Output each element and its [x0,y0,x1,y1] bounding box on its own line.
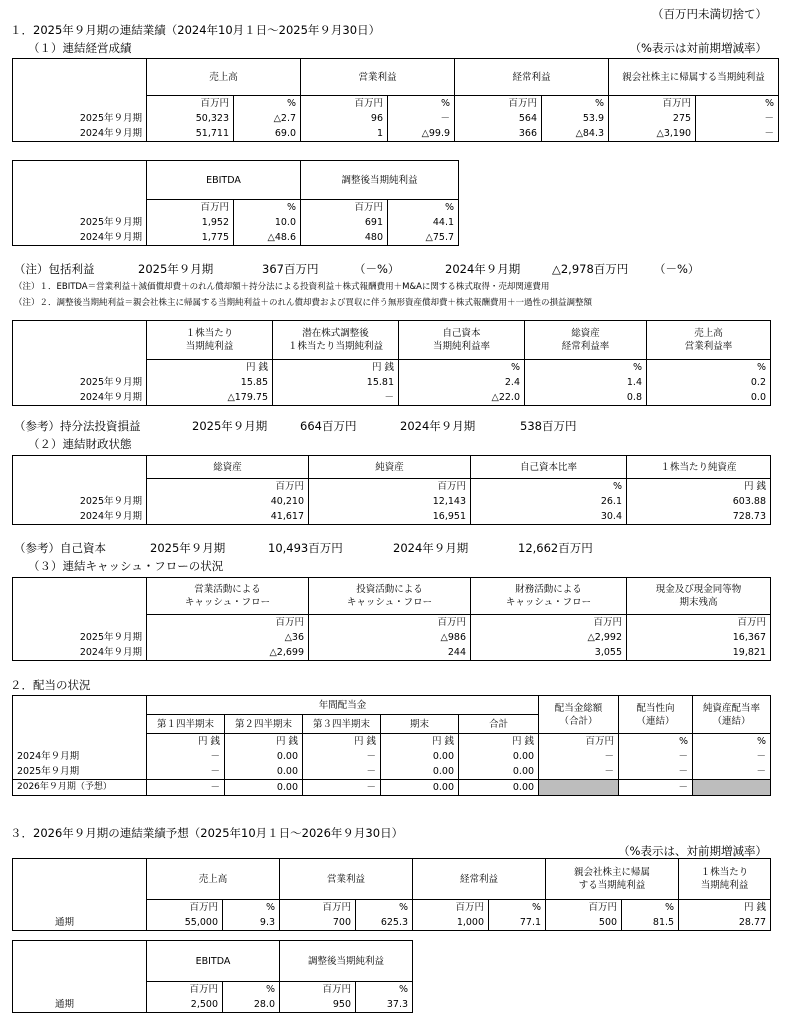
header-blank [13,161,147,216]
table-row [13,749,771,764]
unit-cell: % [696,96,779,112]
data-cell: 366 [455,126,542,142]
data-cell: － [147,749,225,764]
unit-cell: 百万円 [147,200,234,216]
data-cell: 53.9 [542,111,609,126]
data-cell: 96 [301,111,388,126]
footnote: （注）２．調整後当期純利益＝親会社株主に帰属する当期純利益＋のれん償却費および買収に伴う無形資産償却費＋株式報酬費用＋一過性の損益調整額 [14,298,593,308]
row-label: 2024年９月期 [13,509,147,525]
data-cell: 244 [309,645,471,661]
data-cell: － [619,780,693,796]
unit-cell: 百万円 [627,615,771,631]
header-line: （合計） [559,715,598,727]
header-adjusted-net-income: 調整後当期純利益 [301,161,459,200]
table-row [13,645,771,661]
unit-cell: 百万円 [147,479,309,495]
data-cell: 500 [546,915,622,931]
header-blank [13,859,147,916]
header-financing-cf [471,578,627,615]
footnote: （注）１．EBITDA＝営業利益＋減価償却費＋のれん償却額＋持分法による投資利益＋株式報酬費用＋M&Aに関する株式取得・売却関連費用 [14,282,550,292]
unit-cell: % [388,96,455,112]
header-ordinary-profit: 経常利益 [413,859,546,900]
header-line: 投資活動による [356,584,423,595]
header-line: キャッシュ・フロー [184,597,271,608]
header-line: 経常利益率 [561,341,610,352]
data-cell: 950 [280,997,356,1013]
data-cell: △986 [309,630,471,645]
header-annual-dividend: 年間配当金 [147,696,539,715]
header-blank [13,696,147,750]
header-q1: 第１四半期末 [147,715,225,734]
row-label: 2025年９月期 [13,764,147,780]
header-line: 配当金総額 [554,702,603,714]
header-line: 純資産配当率 [703,702,761,714]
data-cell: 69.0 [234,126,301,142]
data-cell: 1,000 [413,915,489,931]
header-line: キャッシュ・フロー [505,597,592,608]
data-cell: 16,951 [309,509,471,525]
data-cell: 19,821 [627,645,771,661]
equity-method-label: （参考）持分法投資損益 [14,419,141,433]
unit-cell: 円 銭 [381,734,459,750]
data-cell: 700 [280,915,356,931]
header-q2: 第２四半期末 [225,715,303,734]
unit-cell: 百万円 [471,615,627,631]
equity-method-value1: 664百万円 [300,419,357,433]
header-year-end: 期末 [381,715,459,734]
data-cell: 2.4 [399,375,525,390]
unit-cell: 百万円 [309,615,471,631]
header-total-dividend [539,696,619,734]
header-total-assets: 総資産 [147,456,309,479]
comprehensive-income-period2: 2024年９月期 [445,262,521,276]
table-row [13,230,459,246]
unit-cell: 円 銭 [459,734,539,750]
header-line: 親会社株主に帰属 [574,867,651,878]
data-cell: 30.4 [471,509,627,525]
data-cell: △179.75 [147,390,273,406]
header-blank [13,578,147,631]
data-cell: 28.0 [223,997,280,1013]
row-label: 2024年９月期 [13,390,147,406]
unit-cell: 円 銭 [273,360,399,376]
table-row [13,111,779,126]
comprehensive-income-period1: 2025年９月期 [138,262,214,276]
forecast-pct-note: （%表示は、対前期増減率） [618,844,767,858]
equity-period2: 2024年９月期 [393,541,469,555]
header-line: 売上高 [694,328,723,339]
data-cell: 15.85 [147,375,273,390]
comprehensive-income-label: （注）包括利益 [14,262,95,276]
header-line: 営業利益率 [684,341,733,352]
data-cell: 26.1 [471,494,627,509]
unit-cell: 円 銭 [679,900,771,916]
data-cell: △36 [147,630,309,645]
data-cell: － [696,111,779,126]
header-ordinary-profit: 経常利益 [455,59,609,96]
data-cell: 28.77 [679,915,771,931]
row-label: 通期 [13,997,147,1013]
data-cell: 0.00 [225,749,303,764]
table-row [13,630,771,645]
unit-cell: % [525,360,647,376]
data-cell: △22.0 [399,390,525,406]
row-label: 2025年９月期 [13,494,147,509]
unit-cell: % [223,900,280,916]
data-cell: 0.00 [225,780,303,796]
unit-cell: 百万円 [147,982,223,998]
data-cell: － [619,764,693,780]
header-ebitda: EBITDA [147,161,301,200]
data-cell: 625.3 [356,915,413,931]
data-cell: 0.00 [459,780,539,796]
per-share-metrics-table [12,320,771,406]
data-cell: － [539,749,619,764]
operating-results-table [12,58,779,142]
header-line: 総資産 [571,328,600,339]
unit-cell: % [622,900,679,916]
header-q3: 第３四半期末 [303,715,381,734]
header-adjusted-net-income: 調整後当期純利益 [280,941,413,982]
data-cell: △2,992 [471,630,627,645]
data-cell: 728.73 [627,509,771,525]
unit-cell: % [619,734,693,750]
table-row [13,764,771,780]
data-cell: － [693,749,771,764]
data-cell: 0.00 [459,749,539,764]
header-line: （連結） [636,715,675,727]
header-investing-cf [309,578,471,615]
data-cell: 3,055 [471,645,627,661]
section1-subtitle: （１）連結経営成績 [28,41,132,55]
unit-cell: 百万円 [147,615,309,631]
data-cell: 2,500 [147,997,223,1013]
header-operating-profit: 営業利益 [280,859,413,900]
data-cell: 50,323 [147,111,234,126]
table-row [13,780,771,796]
data-cell: △3,190 [609,126,696,142]
table-row [13,375,771,390]
unit-cell: % [356,982,413,998]
unit-cell: 百万円 [546,900,622,916]
equity-value2: 12,662百万円 [518,541,593,555]
dividends-title: ２．配当の状況 [10,678,91,692]
data-cell: 0.2 [647,375,771,390]
table-row [13,215,459,230]
data-cell: 0.00 [459,764,539,780]
header-line: キャッシュ・フロー [346,597,433,608]
header-ebitda: EBITDA [147,941,280,982]
header-line: 現金及び現金同等物 [655,584,742,595]
data-cell: 1 [301,126,388,142]
header-op-margin [647,321,771,360]
unit-cell: % [489,900,546,916]
unit-cell: 百万円 [280,982,356,998]
section2-subtitle: （２）連結財政状態 [28,437,132,451]
header-line: 配当性向 [636,702,675,714]
financial-position-table [12,455,771,525]
data-cell: － [147,780,225,796]
section3-subtitle: （３）連結キャッシュ・フローの状況 [28,559,224,573]
data-cell: 0.00 [381,780,459,796]
data-cell: － [693,764,771,780]
header-sales: 売上高 [147,59,301,96]
data-cell: － [303,749,381,764]
table-row [13,494,771,509]
header-diluted-eps [273,321,399,360]
dividends-table [12,695,771,796]
unit-cell: % [388,200,459,216]
data-cell: － [147,764,225,780]
unit-cell: 百万円 [147,96,234,112]
header-blank [13,456,147,495]
unit-cell: % [647,360,771,376]
data-cell: △99.9 [388,126,455,142]
data-cell: 10.0 [234,215,301,230]
unit-cell: 百万円 [455,96,542,112]
header-eps [679,859,771,900]
equity-method-value2: 538百万円 [520,419,577,433]
comprehensive-income-pct2: （－%） [654,262,700,276]
table-row [13,997,413,1013]
header-line: 潜在株式調整後 [302,328,369,339]
header-blank [13,941,147,998]
forecast-table [12,858,771,931]
data-cell: 0.00 [381,749,459,764]
data-cell: 0.8 [525,390,647,406]
table-row [13,509,771,525]
header-eps [147,321,273,360]
unit-cell: % [693,734,771,750]
comprehensive-income-pct1: （－%） [354,262,400,276]
data-cell: 12,143 [309,494,471,509]
header-operating-cf [147,578,309,615]
header-operating-profit: 営業利益 [301,59,455,96]
data-cell: 1,952 [147,215,234,230]
data-cell: 564 [455,111,542,126]
row-label: 2026年９月期（予想） [13,780,147,796]
header-net-income: 親会社株主に帰属する当期純利益 [609,59,779,96]
unit-cell: 百万円 [301,200,388,216]
pct-note: （%表示は対前期増減率） [629,41,767,55]
unit-cell: 百万円 [413,900,489,916]
unit-cell: % [234,96,301,112]
data-cell: 16,367 [627,630,771,645]
header-equity-ratio: 自己資本比率 [471,456,627,479]
header-blank [13,59,147,112]
data-cell: 51,711 [147,126,234,142]
comprehensive-income-value2: △2,978百万円 [552,262,629,276]
header-net-assets: 純資産 [309,456,471,479]
row-label: 2025年９月期 [13,111,147,126]
header-line: 当期純利益 [185,341,234,352]
header-line: 自己資本 [442,328,481,339]
equity-label: （参考）自己資本 [14,541,106,555]
unit-cell: 円 銭 [225,734,303,750]
data-cell: △2,699 [147,645,309,661]
data-cell: △75.7 [388,230,459,246]
table-row [13,915,771,931]
data-cell: △2.7 [234,111,301,126]
header-line: 期末残高 [679,597,718,608]
header-bps: １株当たり純資産 [627,456,771,479]
shaded-cell [693,780,771,796]
row-label: 2024年９月期 [13,645,147,661]
data-cell: 15.81 [273,375,399,390]
header-sales: 売上高 [147,859,280,900]
row-label: 2024年９月期 [13,230,147,246]
header-line: 営業活動による [194,584,261,595]
header-line: する当期純利益 [578,880,646,891]
header-payout-ratio [619,696,693,734]
cash-flow-table [12,577,771,661]
unit-cell: % [356,900,413,916]
unit-cell: 百万円 [301,96,388,112]
equity-method-period2: 2024年９月期 [400,419,476,433]
header-net-income [546,859,679,900]
header-line: １株当たり [185,328,234,339]
data-cell: 81.5 [622,915,679,931]
ebitda-table [12,160,459,246]
row-label: 2024年９月期 [13,126,147,142]
row-label: 2025年９月期 [13,630,147,645]
unit-cell: 百万円 [609,96,696,112]
unit-cell: 百万円 [147,900,223,916]
forecast-ebitda-table [12,940,413,1013]
unit-cell: % [471,479,627,495]
comprehensive-income-value1: 367百万円 [262,262,319,276]
unit-cell: 円 銭 [147,734,225,750]
data-cell: 9.3 [223,915,280,931]
unit-cell: 円 銭 [147,360,273,376]
section1-title: １．2025年９月期の連結業績（2024年10月１日～2025年９月30日） [10,23,381,37]
header-line: １株当たり当期純利益 [287,341,383,352]
header-total: 合計 [459,715,539,734]
data-cell: 0.0 [647,390,771,406]
data-cell: － [388,111,455,126]
equity-value1: 10,493百万円 [268,541,343,555]
data-cell: － [303,764,381,780]
data-cell: 77.1 [489,915,546,931]
header-line: 財務活動による [515,584,582,595]
data-cell: 40,210 [147,494,309,509]
unit-cell: % [234,200,301,216]
row-label: 2025年９月期 [13,215,147,230]
header-line: （連結） [712,715,751,727]
data-cell: 603.88 [627,494,771,509]
unit-cell: 円 銭 [303,734,381,750]
unit-cell: 円 銭 [627,479,771,495]
unit-cell: % [223,982,280,998]
data-cell: 1.4 [525,375,647,390]
data-cell: 55,000 [147,915,223,931]
data-cell: 37.3 [356,997,413,1013]
data-cell: 275 [609,111,696,126]
data-cell: 1,775 [147,230,234,246]
data-cell: △48.6 [234,230,301,246]
data-cell: △84.3 [542,126,609,142]
forecast-title: ３．2026年９月期の連結業績予想（2025年10月１日～2026年９月30日） [10,826,404,840]
row-label: 2024年９月期 [13,749,147,764]
unit-cell: 百万円 [309,479,471,495]
unit-cell: 百万円 [539,734,619,750]
header-line: １株当たり [700,867,749,878]
data-cell: 691 [301,215,388,230]
data-cell: － [696,126,779,142]
table-row [13,390,771,406]
unit-cell: 百万円 [280,900,356,916]
header-doe [693,696,771,734]
table-row [13,126,779,142]
data-cell: 0.00 [381,764,459,780]
header-line: 当期純利益 [700,880,749,891]
header-roa [525,321,647,360]
row-label: 2025年９月期 [13,375,147,390]
data-cell: － [619,749,693,764]
unit-note: （百万円未満切捨て） [652,7,767,21]
header-line: 当期純利益率 [432,341,490,352]
shaded-cell [539,780,619,796]
data-cell: 41,617 [147,509,309,525]
unit-cell: % [542,96,609,112]
unit-cell: % [399,360,525,376]
header-roe [399,321,525,360]
header-blank [13,321,147,376]
data-cell: 44.1 [388,215,459,230]
data-cell: 480 [301,230,388,246]
data-cell: － [303,780,381,796]
equity-period1: 2025年９月期 [150,541,226,555]
header-cash-balance [627,578,771,615]
data-cell: － [539,764,619,780]
data-cell: 0.00 [225,764,303,780]
row-label: 通期 [13,915,147,931]
data-cell: － [273,390,399,406]
equity-method-period1: 2025年９月期 [192,419,268,433]
